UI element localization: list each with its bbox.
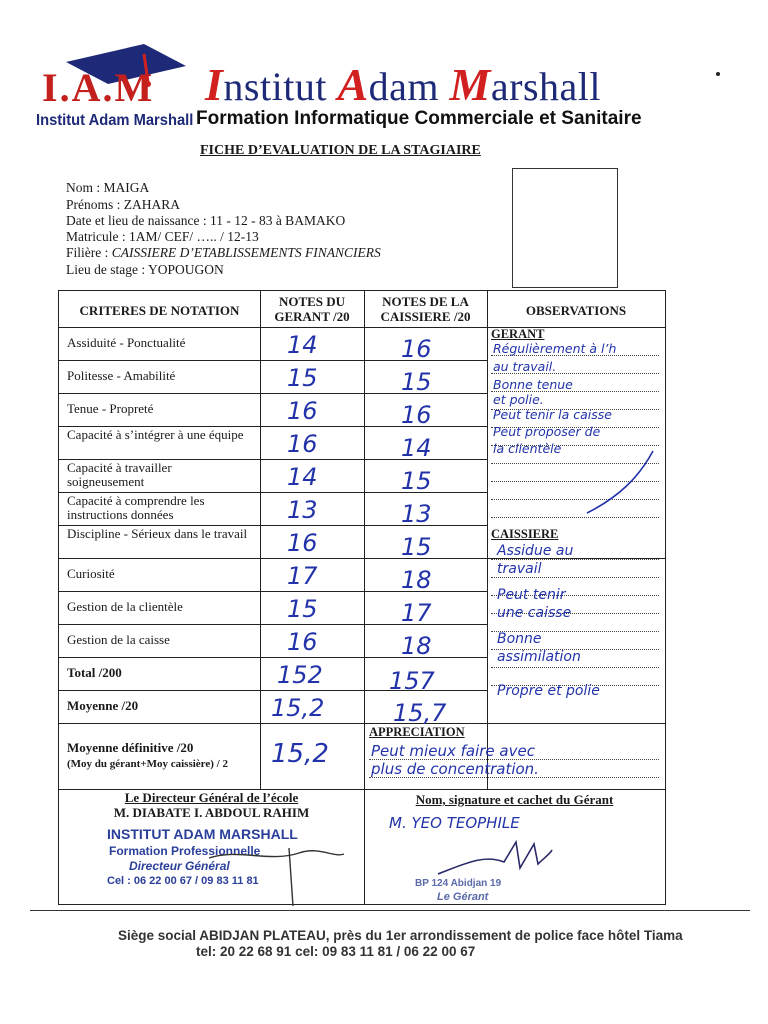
obs-caissiere-line: travail — [497, 561, 542, 577]
obs-gerant-line: la clientèle — [493, 441, 562, 456]
critere-label: Curiosité — [67, 566, 115, 581]
score-caissiere: 15 — [401, 533, 432, 561]
director-name: M. DIABATE I. ABDOUL RAHIM — [113, 805, 310, 820]
moyenne-gerant: 15,2 — [271, 694, 325, 722]
score-caissiere: 13 — [401, 500, 432, 528]
institute-subtitle: Formation Informatique Commerciale et Sanitaire — [196, 108, 642, 129]
appreciation-line: plus de concentration. — [371, 760, 539, 778]
moyenne-definitive-sublabel: (Moy du gérant+Moy caissière) / 2 — [67, 758, 228, 770]
institute-name: Institut Adam Marshall — [205, 59, 602, 110]
score-gerant: 16 — [287, 397, 318, 425]
moyenne-label: Moyenne /20 — [67, 698, 139, 713]
obs-caissiere-line: Propre et polie — [497, 683, 600, 699]
manager-stamp-line: BP 124 Abidjan 19 — [415, 878, 502, 889]
stamp-line: Formation Professionnelle — [109, 844, 261, 858]
stamp-line: Cel : 06 22 00 67 / 09 83 11 81 — [107, 875, 259, 887]
header-observations: OBSERVATIONS — [525, 303, 627, 318]
obs-gerant-line: Régulièrement à l’h — [493, 341, 617, 356]
total-label: Total /200 — [67, 665, 122, 680]
institute-logo — [36, 40, 196, 140]
score-gerant: 15 — [287, 364, 318, 392]
logo-text: I.A.M — [42, 65, 155, 110]
critere-label: Assiduité - Ponctualité — [67, 335, 186, 350]
score-caissiere: 14 — [401, 434, 432, 462]
photo-box — [512, 168, 618, 288]
stamp-line: INSTITUT ADAM MARSHALL — [107, 826, 298, 842]
score-caissiere: 16 — [401, 401, 432, 429]
obs-gerant-heading: GERANT — [491, 327, 545, 341]
score-gerant: 16 — [287, 529, 318, 557]
total-caissiere: 157 — [389, 667, 435, 695]
stray-mark — [716, 72, 720, 76]
stamp-line: Directeur Général — [129, 859, 230, 873]
score-caissiere: 15 — [401, 368, 432, 396]
nom-line: Nom : MAIGA — [66, 180, 150, 195]
obs-caissiere-heading: CAISSIERE — [491, 527, 559, 541]
moyenne-definitive-label: Moyenne définitive /20 — [67, 740, 194, 755]
critere-label: Gestion de la caisse — [67, 632, 170, 647]
manager-signature — [434, 834, 554, 884]
critere-label: Gestion de la clientèle — [67, 599, 183, 614]
obs-gerant-line: Bonne tenue — [493, 377, 573, 392]
score-gerant: 14 — [287, 463, 318, 491]
obs-caissiere-line: Bonne — [497, 631, 542, 647]
score-caissiere: 15 — [401, 467, 432, 495]
manager-heading: Nom, signature et cachet du Gérant — [415, 792, 614, 807]
lieu-stage-line: Lieu de stage : YOPOUGON — [66, 262, 224, 277]
appreciation-line: Peut mieux faire avec — [371, 742, 535, 760]
obs-caissiere-line: une caisse — [497, 605, 572, 621]
obs-gerant-line: et polie. — [493, 392, 544, 407]
total-gerant: 152 — [277, 661, 323, 689]
critere-label: Capacité à travailler soigneusement — [67, 460, 172, 489]
score-gerant: 16 — [287, 430, 318, 458]
obs-gerant-line: Peut proposer de — [493, 424, 601, 439]
score-gerant: 17 — [287, 562, 318, 590]
manager-stamp-line: Le Gérant — [437, 891, 489, 903]
director-signature — [199, 828, 349, 908]
obs-caissiere-line: Assidue au — [497, 543, 574, 559]
score-gerant: 14 — [287, 331, 318, 359]
header-notes-gerant: NOTES DU GERANT /20 — [274, 294, 350, 324]
moyenne-caissiere: 15,7 — [393, 699, 447, 727]
footer-address: Siège social ABIDJAN PLATEAU, près du 1er arrondissement de police face hôtel Tiama — [118, 928, 683, 943]
score-caissiere: 17 — [401, 599, 432, 627]
footer-divider — [30, 910, 750, 911]
score-gerant: 15 — [287, 595, 318, 623]
score-gerant: 16 — [287, 628, 318, 656]
logo-subtext: Institut Adam Marshall — [36, 112, 194, 129]
score-gerant: 13 — [287, 496, 318, 524]
critere-label: Capacité à comprendre les instructions données — [67, 493, 205, 522]
critere-label: Capacité à s’intégrer à une équipe — [67, 427, 244, 442]
obs-caissiere-line: assimilation — [497, 649, 581, 665]
score-caissiere: 18 — [401, 632, 432, 660]
critere-label: Tenue - Propreté — [67, 401, 154, 416]
score-caissiere: 18 — [401, 566, 432, 594]
critere-label: Politesse - Amabilité — [67, 368, 176, 383]
matricule-line: Matricule : 1AM/ CEF/ ….. / 12-13 — [66, 229, 259, 244]
obs-gerant-line: Peut tenir la caisse — [493, 407, 612, 422]
header-notes-caissiere: NOTES DE LA CAISSIERE /20 — [380, 294, 471, 324]
obs-caissiere-line: Peut tenir — [497, 587, 566, 603]
pen-stroke-mark — [579, 447, 659, 517]
header-criteres: CRITERES DE NOTATION — [79, 303, 240, 318]
signature-section — [58, 788, 666, 905]
naissance-line: Date et lieu de naissance : 11 - 12 - 83 à BAMAKO — [66, 213, 346, 228]
score-caissiere: 16 — [401, 335, 432, 363]
critere-label: Discipline - Sérieux dans le travail — [67, 526, 248, 541]
form-title: FICHE D’EVALUATION DE LA STAGIAIRE — [200, 143, 481, 158]
obs-gerant-line: au travail. — [493, 359, 557, 374]
prenoms-line: Prénoms : ZAHARA — [66, 197, 181, 212]
evaluation-table — [58, 290, 666, 790]
appreciation-heading: APPRECIATION — [369, 725, 465, 739]
footer-phones: tel: 20 22 68 91 cel: 09 83 11 81 / 06 22 00 67 — [196, 944, 476, 959]
filiere-line: Filière : CAISSIERE D’ETABLISSEMENTS FINANCIERS — [66, 245, 381, 260]
director-heading: Le Directeur Général de l’école — [124, 790, 299, 805]
manager-name: M. YEO TEOPHILE — [389, 814, 520, 832]
moyenne-definitive-value: 15,2 — [271, 739, 329, 769]
